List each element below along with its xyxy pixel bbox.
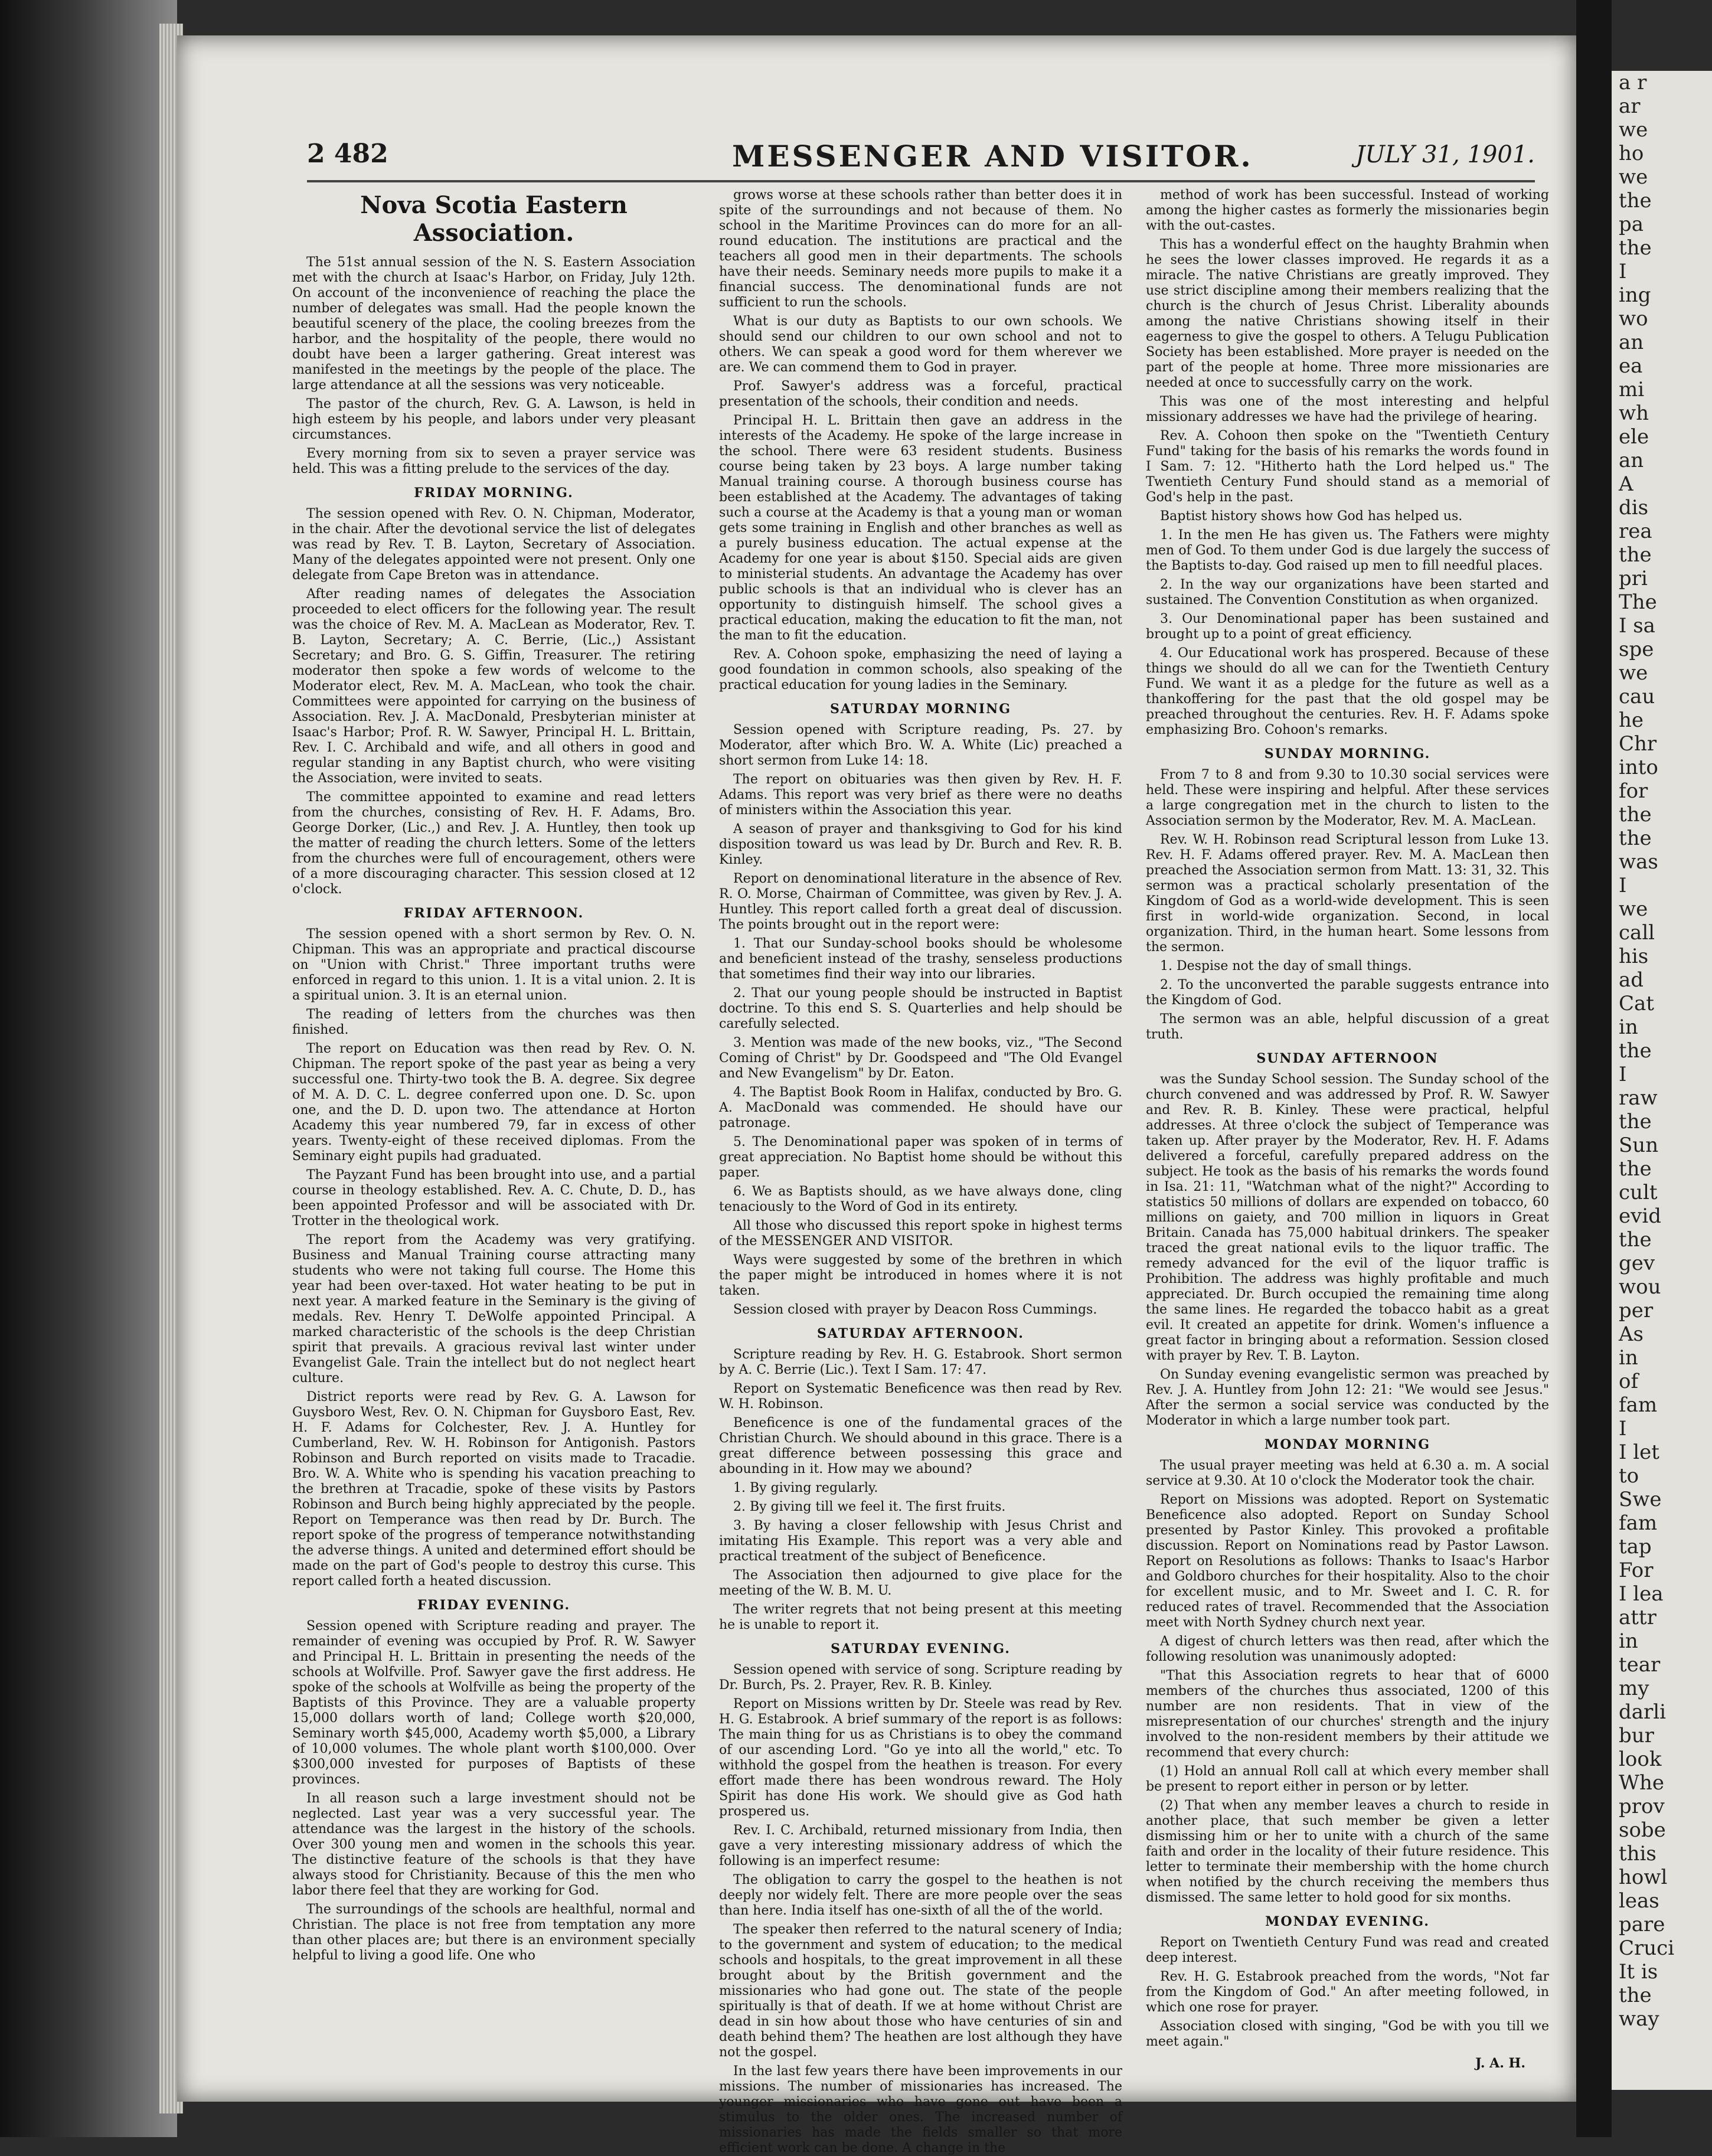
- next-page-fragment: was: [1619, 850, 1658, 874]
- paragraph: Scripture reading by Rev. H. G. Estabrook. Short sermon by A. C. Berrie (Lic.). Text I Sam. 17: 47.: [719, 1347, 1122, 1377]
- next-page-fragment: ho: [1619, 142, 1644, 165]
- paragraph: Prof. Sawyer's address was a forceful, practical presentation of the schools, their condition and needs.: [719, 379, 1122, 409]
- next-page-fragment: this: [1619, 1842, 1657, 1866]
- paragraph: The session opened with a short sermon by Rev. O. N. Chipman. This was an appropriate and practical discourse on "Union with Christ." Three important truths were enforced in regard to this union. 1. It is a vital union. 2. It is a spiritual union. 3. It is an eternal union.: [292, 927, 695, 1003]
- next-page-fragment: pa: [1619, 213, 1644, 236]
- paragraph: The Association then adjourned to give place for the meeting of the W. B. M. U.: [719, 1568, 1122, 1598]
- column-1: [292, 188, 695, 2065]
- next-page-fragment: sobe: [1619, 1818, 1666, 1842]
- next-page-fragment: wh: [1619, 401, 1649, 425]
- paragraph: A digest of church letters was then read, after which the following resolution was unanimously adopted:: [1146, 1634, 1549, 1664]
- next-page-fragment: in: [1619, 1629, 1638, 1653]
- paragraph: After reading names of delegates the Association proceeded to elect officers for the following year. The result was the choice of Rev. M. A. MacLean as Moderator, Rev. T. B. Layton, Secretary; A. C. Berrie, (Lic.,) Assistant Secretary; and Bro. G. S. Giffin, Treasurer. The retiring moderator then spoke a few words of welcome to the Moderator elect, Rev. M. A. MacLean, who took the chair. Committees were appointed for carrying on the business of Association. Rev. J. A. MacDonald, Presbyterian minister at Isaac's Harbor; Prof. R. W. Sawyer, Principal H. L. Brittain, Rev. I. C. Archibald and wife, and all others in good and regular standing in any Baptist church, who were visiting the Association, were invited to seats.: [292, 587, 695, 786]
- next-page-fragment: mi: [1619, 378, 1645, 401]
- next-page-fragment: howl: [1619, 1866, 1668, 1889]
- paragraph: All those who discussed this report spoke in highest terms of the MESSENGER AND VISITOR.: [719, 1219, 1122, 1249]
- next-page-fragment: cau: [1619, 685, 1655, 708]
- next-page-fragment: fam: [1619, 1393, 1658, 1417]
- next-page-fragment: a r: [1619, 71, 1647, 94]
- paragraph: Report on Missions written by Dr. Steele was read by Rev. H. G. Estabrook. A brief summary of the report is as follows: The main thing for us as Christians is to obey the command of our ascending Lord. "Go ye into all the world," etc. To withhold the gospel from the heathen is treason. For every effort made there has been wondrous reward. The Holy Spirit has done His work. We should give as God hath prospered us.: [719, 1697, 1122, 1819]
- paragraph: In all reason such a large investment should not be neglected. Last year was a very successful year. The attendance was the largest in the history of the schools. Over 300 young men and women in the schools this year. The distinctive feature of the schools is that they have always stood for Christianity. Because of this the men who labor there feel that they are working for God.: [292, 1791, 695, 1898]
- paragraph: 2. By giving till we feel it. The first fruits.: [733, 1500, 1006, 1514]
- next-page-fragment: he: [1619, 708, 1644, 732]
- next-page-fragment: dis: [1619, 496, 1649, 520]
- next-page-fragment: bur: [1619, 1724, 1654, 1747]
- next-page-fragment: we: [1619, 661, 1648, 685]
- paragraph: The pastor of the church, Rev. G. A. Lawson, is held in high esteem by his people, and labors under very pleasant circumstances.: [292, 397, 695, 442]
- next-page-fragment: in: [1619, 1346, 1638, 1370]
- next-page-fragment: Cat: [1619, 992, 1654, 1015]
- next-page-fragment: the: [1619, 189, 1652, 213]
- next-page-fragment: I lea: [1619, 1582, 1664, 1606]
- next-page-fragment: evid: [1619, 1204, 1661, 1228]
- paragraph: The 51st annual session of the N. S. Eastern Association met with the church at Isaac's Harbor, on Friday, July 12th. On account of the inconvenience of reaching the place the number of delegates was small. Had the people known the beautiful scenery of the place, the cooling breezes from the harbor, and the hospitality of the people, there would no doubt have been a larger gathering. Great interest was manifested in the meetings by the people of the place. The large attendance at all the sessions was very noticeable.: [292, 255, 695, 393]
- next-page-fragment: The: [1619, 590, 1657, 614]
- section-heading: FRIDAY MORNING.: [414, 485, 574, 501]
- paragraph: Rev. A. Cohoon spoke, emphasizing the need of laying a good foundation in common schools, also speaking of the practical education for young ladies in the Seminary.: [719, 647, 1122, 692]
- section-heading: SUNDAY MORNING.: [1264, 746, 1431, 762]
- paragraph: method of work has been successful. Instead of working among the higher castes as formerly the missionaries begin with the out-castes.: [1146, 188, 1549, 233]
- next-page-fragment: prov: [1619, 1795, 1665, 1818]
- next-page-fragment: gev: [1619, 1252, 1655, 1275]
- paragraph: 1. Despise not the day of small things.: [1160, 959, 1412, 974]
- next-page-fragment: the: [1619, 1039, 1652, 1063]
- next-page-fragment: Sun: [1619, 1133, 1659, 1157]
- paragraph: 5. The Denominational paper was spoken of in terms of great appreciation. No Baptist home should be without this paper.: [719, 1135, 1122, 1180]
- next-page-fragment: his: [1619, 945, 1649, 968]
- next-page-fragment: way: [1619, 2007, 1659, 2031]
- next-page-fragment: of: [1619, 1370, 1639, 1393]
- paragraph: grows worse at these schools rather than better does it in spite of the surroundings and not because of them. No school in the Maritime Provinces can do more for an all-round education. The institutions are practical and the teachers all good men in their departments. The schools have their needs. Seminary needs more pupils to make it a financial success. The denominational funds are not sufficient to run the schools.: [719, 188, 1122, 310]
- paragraph: Report on Twentieth Century Fund was read and created deep interest.: [1146, 1935, 1549, 1965]
- paragraph: (2) That when any member leaves a church to reside in another place, that such member be given a letter dismissing him or her to unite with a church of the same faith and order in the locality of their future residence. This letter to terminate their membership with the home church when notified by the church receiving the members thus dismissed. The same letter to hold good for six months.: [1146, 1798, 1549, 1905]
- paragraph: The report on obituaries was then given by Rev. H. F. Adams. This report was very brief as there were no deaths of ministers within the Association this year.: [719, 772, 1122, 818]
- paragraph: Rev. W. H. Robinson read Scriptural lesson from Luke 13. Rev. H. F. Adams offered prayer. Rev. M. A. MacLean then preached the Association sermon from Matt. 13: 31, 32. This sermon was a practical scholarly presentation of the Kingdom of God as a world-wide development. This is seen first in world-wide organization. Second, in local organization. Third, in the human heart. Some lessons from the sermon.: [1146, 832, 1549, 955]
- paragraph: The report from the Academy was very gratifying. Business and Manual Training course attracting many students who were not taking full course. The Home this year had been over-taxed. Hot water heating to be put in next year. A marked feature in the Seminary is the giving of medals. Rev. Henry T. DeWolfe appointed Principal. A marked characteristic of the schools is the deep Christian spirit that prevails. A gracious revival last winter under Evangelist Gale. Train the intellect but do not neglect heart culture.: [292, 1233, 695, 1386]
- next-page-fragment: I: [1619, 1417, 1627, 1440]
- section-heading: SATURDAY AFTERNOON.: [817, 1326, 1024, 1341]
- paragraph: 1. By giving regularly.: [733, 1481, 878, 1495]
- next-page-fragment: wou: [1619, 1275, 1661, 1299]
- paragraph: The speaker then referred to the natural scenery of India; to the government and system of education; to the medical schools and hospitals, to the great improvement in all these brought about by the British government and the missionaries who had gone out. The state of the people spiritually is that of death. If we at home without Christ are dead in sin how about those who have centuries of sin and death behind them? The heathen are lost although they have not the gospel.: [719, 1922, 1122, 2060]
- next-page-fragment: for: [1619, 779, 1648, 803]
- next-page-fragment: spe: [1619, 638, 1654, 661]
- paragraph: Report on Missions was adopted. Report on Systematic Beneficence also adopted. Report on Sunday School presented by Pastor Kinley. This provoked a profitable discussion. Report on Nominations read by Pastor Lawson. Report on Resolutions as follows: Thanks to Isaac's Harbor and Goldboro churches for their hospitality. Also to the choir for excellent music, and to Mr. Sweet and I. C. R. for reduced rates of travel. Recommended that the Association meet with North Sydney church next year.: [1146, 1492, 1549, 1630]
- next-page-fragment: the: [1619, 803, 1652, 827]
- next-page-fragment: look: [1619, 1747, 1662, 1771]
- paragraph: 2. In the way our organizations have been started and sustained. The Convention Constitution as when organized.: [1146, 577, 1549, 607]
- paragraph: The committee appointed to examine and read letters from the churches, consisting of Rev. H. F. Adams, Bro. George Dorker, (Lic.,) and Rev. J. A. Huntley, then took up the matter of reading the church letters. Some of the letters from the churches were full of encouragement, others were of a more discouraging character. This session closed at 12 o'clock.: [292, 790, 695, 897]
- paragraph: Baptist history shows how God has helped us.: [1160, 509, 1463, 524]
- next-page-fragment: A: [1619, 472, 1633, 496]
- next-page-fragment: an: [1619, 449, 1644, 472]
- paragraph: The writer regrets that not being present at this meeting he is unable to report it.: [719, 1602, 1122, 1632]
- author-signature: J. A. H.: [1475, 2056, 1525, 2071]
- issue-date: JULY 31, 1901.: [1355, 141, 1535, 168]
- next-page-fragment: pri: [1619, 567, 1648, 590]
- paragraph: A season of prayer and thanksgiving to God for his kind disposition toward us was lead by Dr. Burch and Rev. R. B. Kinley.: [719, 822, 1122, 867]
- book-binding: [0, 0, 177, 2137]
- next-page-fragment: ad: [1619, 968, 1644, 992]
- paragraph: Report on denominational literature in the absence of Rev. R. O. Morse, Chairman of Committee, was given by Rev. J. A. Huntley. This report called forth a great deal of discussion. The points brought out in the report were:: [719, 871, 1122, 932]
- next-page-fragment: ele: [1619, 425, 1649, 449]
- next-page-fragment: the: [1619, 236, 1652, 260]
- paragraph: 4. The Baptist Book Room in Halifax, conducted by Bro. G. A. MacDonald was commended. He should have our patronage.: [719, 1085, 1122, 1131]
- paragraph: 3. Our Denominational paper has been sustained and brought up to a point of great efficiency.: [1146, 612, 1549, 642]
- next-page-fragment: I: [1619, 874, 1627, 897]
- next-page-fragment: Whe: [1619, 1771, 1664, 1795]
- next-page-fragment: tap: [1619, 1535, 1652, 1559]
- masthead: [307, 139, 1535, 186]
- next-page-fragment: attr: [1619, 1606, 1657, 1629]
- next-page-fragment: ing: [1619, 283, 1651, 307]
- section-heading: FRIDAY EVENING.: [417, 1598, 571, 1613]
- paragraph: Session closed with prayer by Deacon Ross Cummings.: [733, 1302, 1097, 1317]
- next-page-fragment: leas: [1619, 1889, 1659, 1913]
- next-page-fragment: ar: [1619, 94, 1641, 118]
- paragraph: (1) Hold an annual Roll call at which every member shall be present to report either in person or by letter.: [1146, 1764, 1549, 1794]
- paragraph: This was one of the most interesting and helpful missionary addresses we have had the privilege of hearing.: [1146, 394, 1549, 424]
- paragraph: "That this Association regrets to hear that of 6000 members of the churches thus associated, 1200 of this number are non residents. That in view of the misrepresentation of our churches' strength and the injury involved to the non-resident members by their attitude we recommend that every church:: [1146, 1668, 1549, 1760]
- paragraph: Rev. H. G. Estabrook preached from the words, "Not far from the Kingdom of God." An after meeting followed, in which one rose for prayer.: [1146, 1969, 1549, 2015]
- next-page-fragment: an: [1619, 331, 1644, 354]
- next-page-fragment: For: [1619, 1559, 1654, 1582]
- next-page-fragment: I: [1619, 1063, 1627, 1086]
- paragraph: Association closed with singing, "God be with you till we meet again.": [1146, 2019, 1549, 2049]
- next-page-fragment: cult: [1619, 1181, 1658, 1204]
- paragraph: Rev. A. Cohoon then spoke on the "Twentieth Century Fund" taking for the basis of his remarks the words found in I Sam. 7: 12. "Hitherto hath the Lord helped us." The Twentieth Century Fund should stand as a memorial of God's help in the past.: [1146, 429, 1549, 505]
- section-heading: SATURDAY MORNING: [829, 701, 1012, 717]
- paragraph: 6. We as Baptists should, as we have always done, cling tenaciously to the Word of God in its entirety.: [719, 1184, 1122, 1214]
- next-page-fragment: my: [1619, 1677, 1649, 1700]
- paragraph: Report on Systematic Beneficence was then read by Rev. W. H. Robinson.: [719, 1381, 1122, 1412]
- article-columns: [292, 188, 1550, 2155]
- paragraph: 1. In the men He has given us. The Fathers were mighty men of God. To them under God is due largely the success of the Baptists to-day. God raised up men to fill needful places.: [1146, 528, 1549, 573]
- next-page-fragment: to: [1619, 1464, 1639, 1488]
- paragraph: The usual prayer meeting was held at 6.30 a. m. A social service at 9.30. At 10 o'clock the Moderator took the chair.: [1146, 1458, 1549, 1488]
- next-page-fragment: As: [1619, 1322, 1644, 1346]
- book-gutter: [1576, 0, 1612, 2137]
- next-page-fragment: the: [1619, 1228, 1652, 1252]
- paragraph: 3. Mention was made of the new books, viz., "The Second Coming of Christ" by Dr. Goodspeed and "The Old Evangel and New Evangelism" by Dr. Eaton.: [719, 1035, 1122, 1081]
- next-page-fragment: fam: [1619, 1511, 1658, 1535]
- column-2: [719, 188, 1122, 2155]
- paragraph: Ways were suggested by some of the brethren in which the paper might be introduced in homes where it is not taken.: [719, 1253, 1122, 1298]
- section-heading: SATURDAY EVENING.: [831, 1641, 1011, 1657]
- paragraph: Beneficence is one of the fundamental graces of the Christian Church. We should abound in this grace. There is a great difference between possessing this grace and abounding in it. How may we abound?: [719, 1416, 1122, 1476]
- next-page-fragment: the: [1619, 1984, 1652, 2007]
- paragraph: 2. That our young people should be instructed in Baptist doctrine. To this end S. S. Quarterlies and help should be carefully selected.: [719, 986, 1122, 1031]
- paragraph: 2. To the unconverted the parable suggests entrance into the Kingdom of God.: [1146, 978, 1549, 1008]
- next-page-fragment: per: [1619, 1299, 1654, 1322]
- next-page-fragment: wo: [1619, 307, 1648, 331]
- paragraph: Rev. I. C. Archibald, returned missionary from India, then gave a very interesting missionary address of which the following is an imperfect resume:: [719, 1823, 1122, 1868]
- next-page-fragment: I sa: [1619, 614, 1655, 638]
- paragraph: The sermon was an able, helpful discussion of a great truth.: [1146, 1012, 1549, 1042]
- paragraph: The session opened with Rev. O. N. Chipman, Moderator, in the chair. After the devotional service the list of delegates was read by Rev. T. B. Layton, Secretary of Association. Many of the delegates appointed were not present. Only one delegate from Cape Breton was in attendance.: [292, 507, 695, 583]
- next-page-fragment: Swe: [1619, 1488, 1662, 1511]
- paragraph: District reports were read by Rev. G. A. Lawson for Guysboro West, Rev. O. N. Chipman for Guysboro East, Rev. H. F. Adams for Colchester, Rev. J. A. Huntley for Cumberland, Rev. W. H. Robinson for Antigonish. Pastors Robinson and Burch reported on visits made to Tracadie. Bro. W. A. White who is spending his vacation preaching to the brethren at Tracadie, spoke of these visits by Pastors Robinson and Burch being highly appreciated by the people. Report on Temperance was then read by Dr. Burch. The report spoke of the progress of temperance notwithstanding the adverse things. A united and determined effort should be made on the part of God's people to destroy this curse. This report called forth a heated discussion.: [292, 1390, 695, 1589]
- next-page-fragment: call: [1619, 921, 1655, 945]
- masthead-rule: [307, 180, 1535, 182]
- next-page-edge: [1612, 71, 1712, 2090]
- section-heading: MONDAY EVENING.: [1265, 1914, 1430, 1929]
- paragraph: was the Sunday School session. The Sunday school of the church convened and was addressed by Prof. R. W. Sawyer and Rev. R. B. Kinley. These were practical, helpful addresses. At three o'clock the subject of Temperance was taken up. After prayer by the Moderator, Rev. H. F. Adams delivered a forceful, carefully prepared address on the subject. He took as the basis of his remarks the words found in Isa. 21: 11, "Watchman what of the night?" According to statistics 50 millions of dollars are expended on tobacco, 60 millions on gaiety, and 700 million in liquors in Great Britain. Canada has 75,000 habitual drinkers. The speaker traced the great national evils to the liquor traffic. The remedy advanced for the evil of the liquor traffic is Prohibition. The address was highly profitable and much appreciated. Dr. Burch occupied the remaining time along the same lines. He regarded the tobacco habit as a great evil. It created an appetite for drink. Women's influence a great factor in bringing about a reformation. Session closed with prayer by Rev. T. B. Layton.: [1146, 1072, 1549, 1363]
- next-page-fragment: we: [1619, 118, 1648, 142]
- paragraph: The Payzant Fund has been brought into use, and a partial course in theology established. Rev. A. C. Chute, D. D., has been appointed Professor and will be associated with Dr. Trotter in the theological work.: [292, 1168, 695, 1229]
- paragraph: 1. That our Sunday-school books should be wholesome and beneficient instead of the trashy, senseless productions that sometimes find their way into our libraries.: [719, 936, 1122, 982]
- next-page-fragment: darli: [1619, 1700, 1667, 1724]
- next-page-fragment: ea: [1619, 354, 1643, 378]
- paragraph: The obligation to carry the gospel to the heathen is not deeply nor widely felt. There are more people over the seas than here. India itself has one-sixth of all the of the world.: [719, 1873, 1122, 1918]
- article-title: Nova Scotia Eastern Association.: [360, 191, 628, 247]
- paragraph: From 7 to 8 and from 9.30 to 10.30 social services were held. These were inspiring and helpful. After these services a large congregation met in the church to listen to the Association sermon by the Moderator, Rev. M. A. MacLean.: [1146, 767, 1549, 828]
- paragraph: Session opened with Scripture reading, Ps. 27. by Moderator, after which Bro. W. A. White (Lic) preached a short sermon from Luke 14: 18.: [719, 723, 1122, 768]
- paragraph: The reading of letters from the churches was then finished.: [292, 1007, 695, 1037]
- next-page-fragment: we: [1619, 165, 1648, 189]
- next-page-fragment: in: [1619, 1015, 1638, 1039]
- newspaper-title: MESSENGER AND VISITOR.: [732, 139, 1253, 174]
- paragraph: This has a wonderful effect on the haughty Brahmin when he sees the lower classes improved. He regards it as a miracle. The native Christians are greatly improved. They use strict discipline among their members realizing that the church is the church of Jesus Christ. Liberality abounds among the native Christians showing itself in their eagerness to give the gospel to others. A Telugu Publication Society has been established. More prayer is needed on the part of the people at home. Three more missionaries are needed at once to successfully carry on the work.: [1146, 237, 1549, 390]
- paragraph: In the last few years there have been improvements in our missions. The number of missionaries has increased. The younger missionaries who have gone out have been a stimulus to the older ones. The increased number of missionaries has made the fields smaller so that more efficient work can be done. A change in the: [719, 2064, 1122, 2155]
- next-page-fragment: tear: [1619, 1653, 1661, 1677]
- next-page-fragment: the: [1619, 1110, 1652, 1133]
- column-3: [1146, 188, 1549, 2071]
- paragraph: Session opened with Scripture reading and prayer. The remainder of evening was occupied by Prof. R. W. Sawyer and Principal H. L. Brittain in presenting the needs of the schools at Wolfville. Prof. Sawyer gave the first address. He spoke of the schools at Wolfville as being the property of the Baptists of this Province. They are a valuable property 15,000 dollars worth of land; College worth $20,000, Seminary worth $45,000, Academy worth $5,000, a Library of 10,000 volumes. The whole plant worth $100,000. Over $300,000 invested for purposes of Baptists of these provinces.: [292, 1619, 695, 1787]
- paragraph: Every morning from six to seven a prayer service was held. This was a fitting prelude to the services of the day.: [292, 446, 695, 476]
- paragraph: The surroundings of the schools are healthful, normal and Christian. The place is not free from temptation any more than other places are; but there is an environment specially helpful to living a good life. One who: [292, 1902, 695, 1963]
- paragraph: What is our duty as Baptists to our own schools. We should send our children to our own school and not to others. We can speak a good word for them wherever we are. We can commend them to God in prayer.: [719, 314, 1122, 375]
- next-page-fragment: the: [1619, 1157, 1652, 1181]
- paragraph: Principal H. L. Brittain then gave an address in the interests of the Academy. He spoke of the large increase in the school. There were 63 resident students. Business course being taken by 23 boys. A large number taking Manual training course. A thorough business course has been established at the Academy. The advantages of taking such a course at the Academy is that a young man or woman gets some training in English and other branches as well as a purely business education. The actual expense at the Academy for one year is about $150. Special aids are given to ministerial students. An advantage the Academy has over public schools is that an individual who is clever has an opportunity to distinguish himself. The school gives a practical education, making the education to fit the man, not the man to fit the education.: [719, 413, 1122, 643]
- next-page-fragment: pare: [1619, 1913, 1665, 1936]
- next-page-fragment: the: [1619, 827, 1652, 850]
- next-page-fragment: I let: [1619, 1440, 1659, 1464]
- page-number: 2 482: [307, 139, 388, 169]
- paragraph: On Sunday evening evangelistic sermon was preached by Rev. J. A. Huntley from John 12: 21: "We would see Jesus." After the sermon a social service was conducted by the Moderator in which a large number took part.: [1146, 1367, 1549, 1428]
- paragraph: 3. By having a closer fellowship with Jesus Christ and imitating His Example. This report was a very able and practical treatment of the subject of Beneficence.: [719, 1518, 1122, 1564]
- paragraph: Session opened with service of song. Scripture reading by Dr. Burch, Ps. 2. Prayer, Rev. R. B. Kinley.: [719, 1662, 1122, 1693]
- next-page-fragment: Cruci: [1619, 1936, 1675, 1960]
- section-heading: SUNDAY AFTERNOON: [1256, 1051, 1439, 1066]
- next-page-fragment: It is: [1619, 1960, 1658, 1984]
- next-page-fragment: into: [1619, 756, 1658, 779]
- section-heading: FRIDAY AFTERNOON.: [403, 906, 584, 921]
- next-page-fragment: we: [1619, 897, 1648, 921]
- next-page-fragment: Chr: [1619, 732, 1657, 756]
- next-page-fragment: raw: [1619, 1086, 1658, 1110]
- next-page-fragment: rea: [1619, 520, 1652, 543]
- next-page-fragment: I: [1619, 260, 1627, 283]
- section-heading: MONDAY MORNING: [1264, 1437, 1431, 1452]
- paragraph: 4. Our Educational work has prospered. Because of these things we should do all we can for the Twentieth Century Fund. We want it as a pledge for the future as well as a thankoffering for the past that the old gospel may be preached throughout the centuries. Rev. H. F. Adams spoke emphasizing Bro. Cohoon's remarks.: [1146, 646, 1549, 737]
- next-page-fragment: the: [1619, 543, 1652, 567]
- paragraph: The report on Education was then read by Rev. O. N. Chipman. The report spoke of the past year as being a very successful one. Thirty-two took the B. A. degree. Six degree of M. A. D. C. L. degree conferred upon one. D. Sc. upon one, and the D. D. upon two. The attendance at Horton Academy this year numbered 79, far in excess of other years. Twenty-eight of these received diplomas. From the Seminary eight pupils had graduated.: [292, 1041, 695, 1164]
